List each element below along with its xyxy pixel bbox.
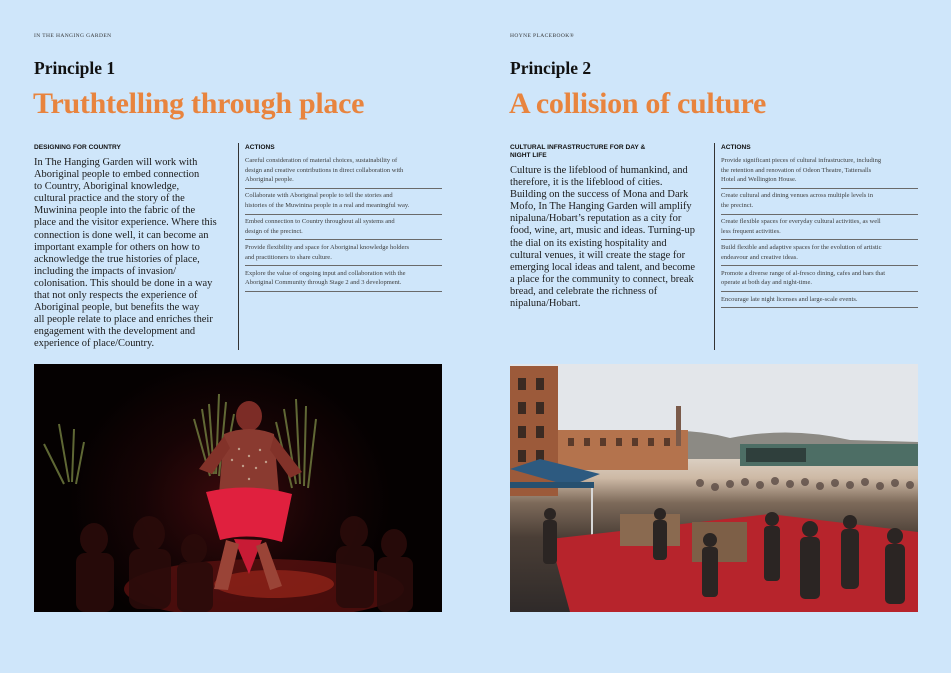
action-item: Collaborate with Aboriginal people to tell the stories and histories of the Muwinina people in a real and meaningful way. bbox=[245, 191, 442, 214]
body-line: connection is done well, it can become an bbox=[34, 229, 209, 241]
body-line: In The Hanging Garden will work with bbox=[34, 157, 198, 168]
body-line: Mofo, In The Hanging Garden will amplify bbox=[510, 201, 692, 213]
body-line: Culture is the lifeblood of humankind, and bbox=[510, 165, 688, 176]
body-line: engagement with the development and bbox=[34, 326, 196, 338]
body-line: food, wine, art, music and ideas. Turning-up bbox=[510, 225, 695, 237]
section-heading: CULTURAL INFRASTRUCTURE FOR DAY & NIGHT LIFE bbox=[510, 144, 646, 159]
body-text bbox=[34, 157, 234, 351]
running-head: IN THE HANGING GARDEN bbox=[34, 33, 112, 39]
headline: Truthtelling through place bbox=[33, 87, 365, 120]
body-line: colonisation. This should be done in a way bbox=[34, 277, 213, 289]
action-item: Explore the value of ongoing input and collaboration with the Aboriginal Community through Stage 2 and 3 development. bbox=[245, 269, 442, 292]
body-line: nipaluna/Hobart. bbox=[510, 298, 581, 310]
right-page bbox=[476, 0, 951, 673]
body-line: to Country, Aboriginal knowledge, bbox=[34, 181, 180, 193]
principle-label: Principle 2 bbox=[510, 58, 592, 78]
body-line: nipaluna/Hobart’s reputation as a city for bbox=[510, 213, 682, 225]
principle-label: Principle 1 bbox=[34, 58, 116, 78]
action-item: Provide significant pieces of cultural infrastructure, including the retention and renovation of Odeon Theatre, Tattersalls Hotel and Wellington House. bbox=[721, 156, 918, 189]
body-line: a place for the community to connect, break bbox=[510, 273, 694, 285]
ceremony-photo bbox=[34, 364, 442, 612]
actions-list bbox=[721, 156, 918, 311]
action-item: Embed connection to Country throughout all systems and design of the precinct. bbox=[245, 217, 442, 240]
headline: A collision of culture bbox=[509, 87, 767, 120]
action-item: Create cultural and dining venues across multiple levels in the precinct. bbox=[721, 191, 918, 214]
body-line: Muwinina people into the fabric of the bbox=[34, 205, 196, 217]
body-line: Building on the success of Mona and Dark bbox=[510, 189, 689, 201]
action-item: Create flexible spaces for everyday cultural activities, as well less frequent activities. bbox=[721, 217, 918, 240]
body-line: bread, and celebrate the richness of bbox=[510, 285, 658, 297]
body-line: the dial on its existing hospitality and bbox=[510, 237, 667, 249]
body-line: all people relate to place and enriches their bbox=[34, 314, 213, 326]
body-text bbox=[510, 165, 715, 310]
running-head: HOYNE PLACEBOOK® bbox=[510, 33, 575, 39]
festival-photo bbox=[510, 364, 918, 612]
action-item: Encourage late night licenses and large-scale events. bbox=[721, 295, 918, 309]
action-item: Provide flexibility and space for Aboriginal knowledge holders and practitioners to share culture. bbox=[245, 243, 442, 266]
festival-photo-illustration bbox=[510, 364, 918, 612]
body-line: therefore, it is the lifeblood of cities. bbox=[510, 177, 663, 189]
actions-heading: ACTIONS bbox=[721, 144, 751, 151]
ceremony-photo-illustration bbox=[34, 364, 442, 612]
body-line: important example for others on how to bbox=[34, 241, 200, 253]
left-page bbox=[0, 0, 475, 673]
section-heading: DESIGNING FOR COUNTRY bbox=[34, 144, 121, 151]
actions-list bbox=[245, 156, 442, 295]
action-item: Careful consideration of material choices, sustainability of design and creative contributions in direct collaboration with Aboriginal people. bbox=[245, 156, 442, 189]
actions-heading: ACTIONS bbox=[245, 144, 275, 151]
body-line: cultural practice and the story of the bbox=[34, 193, 185, 205]
body-line: acknowledge the true histories of place, bbox=[34, 253, 200, 265]
body-line: cultural venues, it will create the stage for bbox=[510, 249, 686, 261]
body-line: Aboriginal people, but benefits the way bbox=[34, 302, 200, 314]
body-line: emerging local ideas and talent, and become bbox=[510, 261, 696, 273]
body-line: Aboriginal people to embed connection bbox=[34, 169, 200, 181]
column-divider bbox=[238, 143, 239, 350]
body-line: experience of place/Country. bbox=[34, 338, 155, 350]
body-line: including the impacts of invasion/ bbox=[34, 265, 177, 277]
action-item: Build flexible and adaptive spaces for the evolution of artistic endeavour and creative ideas. bbox=[721, 243, 918, 266]
body-line: that not only respects the experience of bbox=[34, 290, 198, 302]
column-divider bbox=[714, 143, 715, 350]
body-line: place and the visitor experience. Where this bbox=[34, 217, 217, 229]
action-item: Promote a diverse range of al-fresco dining, cafes and bars that operate at both day and night-time. bbox=[721, 269, 918, 292]
